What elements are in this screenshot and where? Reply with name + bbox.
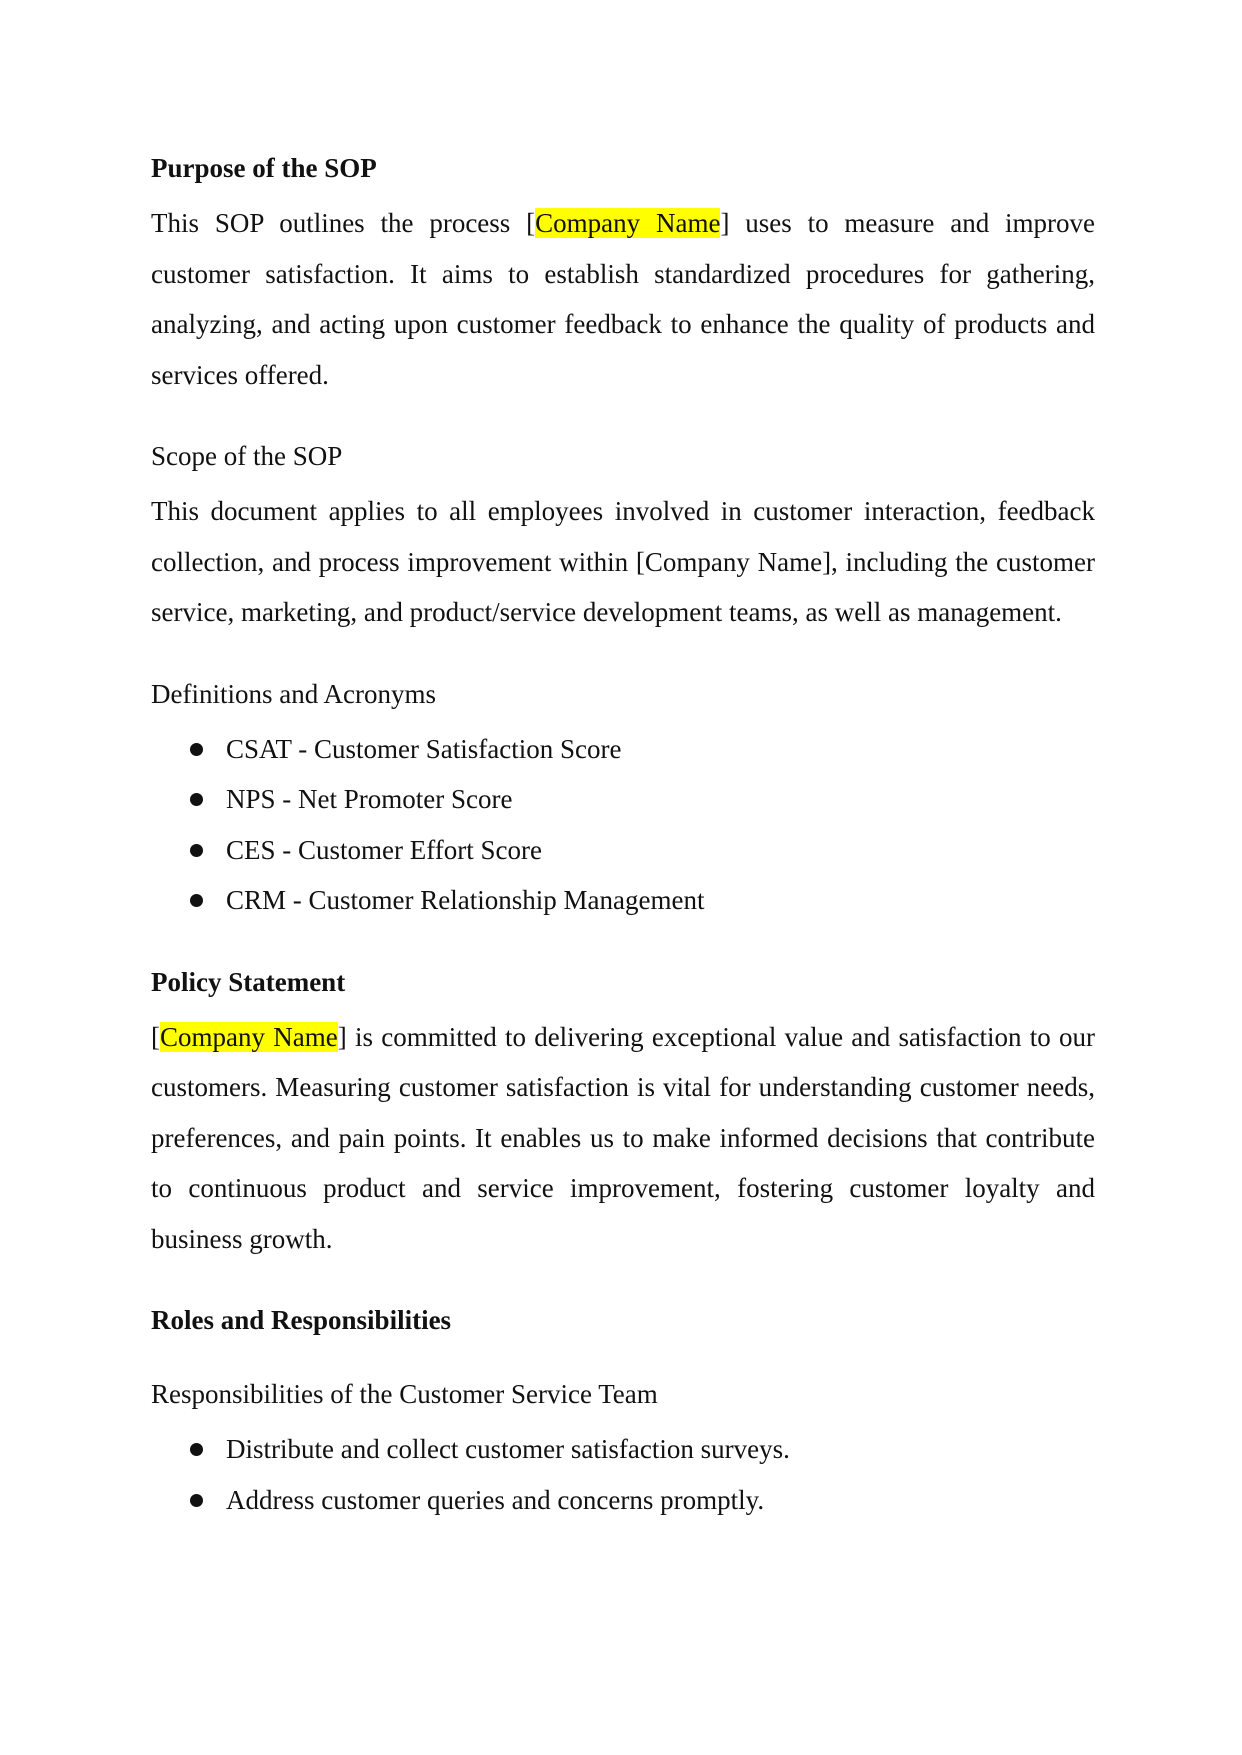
bullet-icon: [190, 793, 203, 806]
list-item: [151, 724, 1095, 775]
list-item: [151, 825, 1095, 876]
list-item-text: Address customer queries and concerns promptly.: [226, 1484, 765, 1515]
purpose-text-before: This SOP outlines the process [: [151, 208, 536, 238]
purpose-heading: Purpose of the SOP: [151, 153, 377, 183]
bullet-icon: [190, 844, 203, 857]
list-item-text: CRM - Customer Relationship Management: [226, 885, 705, 915]
company-name-highlight: Company Name: [160, 1021, 338, 1052]
list-item-text: Distribute and collect customer satisfaction surveys.: [226, 1434, 790, 1464]
list-item-text: CSAT - Customer Satisfaction Score: [226, 733, 622, 764]
bullet-icon: [190, 1494, 203, 1507]
bullet-icon: [190, 1443, 203, 1456]
list-item-text: NPS - Net Promoter Score: [226, 784, 513, 814]
definitions-heading: Definitions and Acronyms: [151, 678, 436, 709]
policy-text-before: [: [151, 1021, 160, 1052]
roles-heading: Roles and Responsibilities: [151, 1305, 452, 1335]
scope-heading: Scope of the SOP: [151, 441, 343, 471]
scope-paragraph: This document applies to all employees involved in customer interaction, feedback collection, and process improvement within [Company Name], including the customer service, marketing, and product/service development teams, as well as management.: [151, 496, 1095, 627]
list-item: [151, 1475, 1095, 1526]
purpose-text-after: ] uses to measure and improve customer satisfaction. It aims to establish standardized procedures for gathering, analyzing, and acting upon customer feedback to enhance the quality of products and services offered.: [151, 208, 1095, 390]
list-item-text: CES - Customer Effort Score: [226, 834, 542, 865]
list-item: [151, 774, 1095, 825]
policy-heading: Policy Statement: [151, 966, 346, 997]
list-item: [151, 1424, 1095, 1475]
document-body: [151, 150, 1095, 1525]
company-name-highlight: Company Name: [535, 208, 721, 238]
bullet-icon: [190, 894, 203, 907]
policy-text-after: ] is committed to delivering exceptional value and satisfaction to our customers. Measuring customer satisfaction is vital for understanding customer needs, preferences, and pain points. It enables us to make informed decisions that contribute to continuous product and service improvement, fostering customer loyalty and business growth.: [151, 1021, 1095, 1254]
bullet-icon: [190, 743, 203, 756]
roles-list: [151, 1424, 1095, 1525]
purpose-paragraph: [151, 198, 1095, 400]
definitions-list: [151, 724, 1095, 926]
policy-paragraph: [151, 1012, 1095, 1265]
customer-service-subheading: Responsibilities of the Customer Service Team: [151, 1379, 658, 1409]
list-item: [151, 875, 1095, 926]
